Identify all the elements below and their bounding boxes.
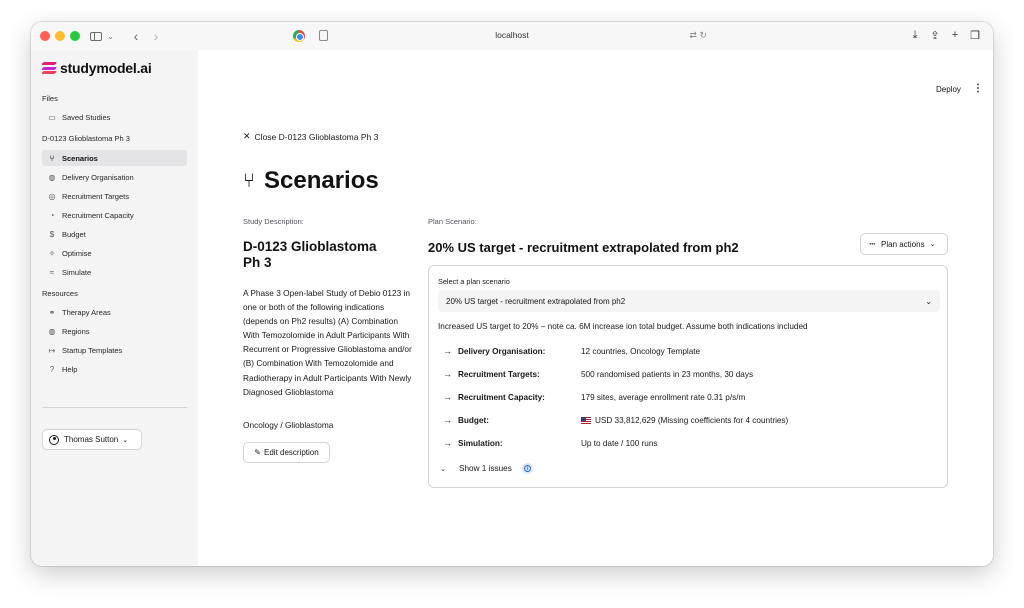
detail-value: USD 33,812,629 (Missing coefficients for 4 countries) [595,415,789,425]
sidebar-item-label: Budget [62,229,86,239]
detail-value: 12 countries, Oncology Template [581,346,701,356]
user-icon [49,435,59,445]
tabs-overview-icon[interactable]: ❐ [970,30,980,42]
close-window-button[interactable] [40,31,50,41]
sidebar-item-label: Recruitment Targets [62,191,129,201]
sidebar-item-label: Regions [62,326,90,336]
detail-value: 179 sites, average enrollment rate 0.31 p/s/m [581,392,746,402]
share-icon[interactable]: ⇪ [930,30,940,42]
more-horizontal-icon: ··· [869,239,875,249]
detail-row-simulation [443,437,657,449]
sidebar-item-label: Startup Templates [62,345,123,355]
arrow-right-icon: → [443,438,452,448]
resources-heading: Resources [42,289,78,298]
logo-text: studymodel.ai [60,60,152,76]
main-content [198,50,993,566]
sidebar-item-label: Delivery Organisation [62,172,134,182]
sidebar-item-label: Optimise [62,248,92,258]
sidebar-item-label: Recruitment Capacity [62,210,134,220]
study-therapy-area: Oncology / Glioblastoma [243,420,334,430]
arrow-right-bar-icon: ↦ [48,345,56,355]
close-icon: ✕ [243,131,251,141]
user-name: Thomas Sutton [64,435,119,444]
help-icon: ? [49,364,55,374]
browser-titlebar [31,22,993,50]
chevron-down-icon: ⌄ [929,241,936,248]
address-bar[interactable] [313,27,711,45]
gauge-icon: ◔ [49,210,55,220]
browser-window [31,22,993,566]
us-flag-icon [581,417,591,424]
scenarios-icon: ⑂ [49,153,55,163]
detail-key: Recruitment Capacity: [458,392,545,402]
arrow-right-icon: → [443,346,452,356]
edit-description-button[interactable] [243,442,330,463]
scenario-select[interactable] [438,290,940,312]
tab-favicon-icon [293,30,305,42]
detail-key: Recruitment Targets: [458,369,540,379]
detail-row-delivery-organisation [443,345,700,357]
select-scenario-label: Select a plan scenario [438,277,510,286]
sidebar-item-recruitment-targets[interactable] [42,188,187,204]
detail-key: Budget: [458,415,489,425]
logo-icon [42,61,56,75]
sidebar-item-label: Saved Studies [62,112,111,122]
scenarios-icon: ⑂ [243,169,255,192]
detail-key: Simulation: [458,438,503,448]
sidebar-item-label: Therapy Areas [62,307,111,317]
forward-button[interactable]: › [153,28,159,44]
detail-value: 500 randomised patients in 23 months, 30 days [581,369,754,379]
detail-row-budget [443,414,788,426]
scenario-note: Increased US target to 20% – note ca. 6M increase ion total budget. Assume both indications included [438,322,808,331]
zoom-window-button[interactable] [70,31,80,41]
plan-actions-label: Plan actions [881,239,925,249]
sidebar-item-simulate[interactable] [42,264,187,280]
simulate-icon: ≈ [49,267,55,277]
edit-description-label: Edit description [264,448,319,457]
pencil-icon: ✎ [254,448,261,457]
chevron-down-icon: ⌄ [925,296,932,306]
close-study-link[interactable] [243,131,378,142]
close-study-label: Close D-0123 Glioblastoma Ph 3 [254,131,379,142]
detail-row-recruitment-capacity [443,391,745,403]
arrow-right-icon: → [443,392,452,402]
arrow-right-icon: → [443,415,452,425]
show-issues-toggle[interactable] [440,463,533,474]
sidebar-item-budget[interactable] [42,226,187,242]
minimize-window-button[interactable] [55,31,65,41]
sidebar-icon [90,32,102,41]
sidebar-divider [42,407,187,408]
files-heading: Files [42,94,58,103]
sidebar-item-therapy-areas[interactable] [42,304,187,320]
link-icon: ⚭ [48,307,56,317]
url-text: localhost [495,30,529,40]
globe-icon: ◍ [48,172,56,182]
sidebar-toggle-button[interactable] [85,27,119,45]
target-icon: ◎ [48,191,56,201]
sidebar-item-recruitment-capacity[interactable] [42,207,187,223]
plan-scenario-card [428,265,948,488]
study-name: D-0123 Glioblastoma Ph 3 [243,239,377,270]
chevron-down-icon: ⌄ [122,436,129,444]
study-description-label: Study Description: [243,217,304,226]
app-logo[interactable] [42,60,152,76]
sidebar-item-saved-studies[interactable] [42,109,187,125]
page-title-text: Scenarios [264,167,379,194]
sidebar-item-label: Scenarios [62,153,98,163]
deploy-button[interactable]: Deploy [936,85,961,94]
study-description: A Phase 3 Open-label Study of Debio 0123 in one or both of the following indications (depends on Ph2 results) (A) Combination With Temozolomide in Adult Participants With Recurrent or Progressive Glioblastoma and/or (B) Combination With Temozolomide and Radiotherapy in Adult Participants With Newly Diagnosed Glioblastoma [243,288,412,397]
sidebar-item-optimise[interactable] [42,245,187,261]
translate-reload-icon[interactable]: ⇄ ↻ [689,30,707,40]
plan-title: 20% US target - recruitment extrapolated from ph2 [428,240,739,255]
detail-key: Delivery Organisation: [458,346,546,356]
sidebar-item-regions[interactable] [42,323,187,339]
sparkles-icon: ✧ [48,248,56,258]
detail-value: Up to date / 100 runs [581,438,658,448]
info-icon: i [522,463,533,474]
chevron-down-icon: ⌄ [440,465,446,473]
sidebar-item-label: Help [62,364,78,374]
plan-scenario-label: Plan Scenario: [428,217,477,226]
user-menu-button[interactable] [42,429,142,450]
sidebar-item-delivery-organisation[interactable] [42,169,187,185]
more-options-icon[interactable]: ⋮ [973,83,983,94]
back-button[interactable]: ‹ [133,28,139,44]
app-sidebar [31,50,198,566]
page-title [243,167,379,195]
study-heading: D-0123 Glioblastoma Ph 3 [42,134,130,143]
new-tab-icon[interactable]: + [951,29,959,41]
globe-icon: ◍ [48,326,56,336]
folder-icon: ▭ [48,112,56,122]
sidebar-item-scenarios[interactable] [42,150,187,166]
plan-actions-button[interactable] [860,233,948,255]
sidebar-item-label: Simulate [62,267,92,277]
selected-scenario-value: 20% US target - recruitment extrapolated from ph2 [446,296,626,306]
chevron-down-icon: ⌄ [107,31,114,41]
sidebar-item-help[interactable] [42,361,187,377]
dollar-icon: $ [49,229,55,239]
download-icon[interactable]: ⤓ [912,29,918,41]
sidebar-item-startup-templates[interactable] [42,342,187,358]
arrow-right-icon: → [443,369,452,379]
detail-row-recruitment-targets [443,368,753,380]
show-issues-label: Show 1 issues [459,464,512,473]
